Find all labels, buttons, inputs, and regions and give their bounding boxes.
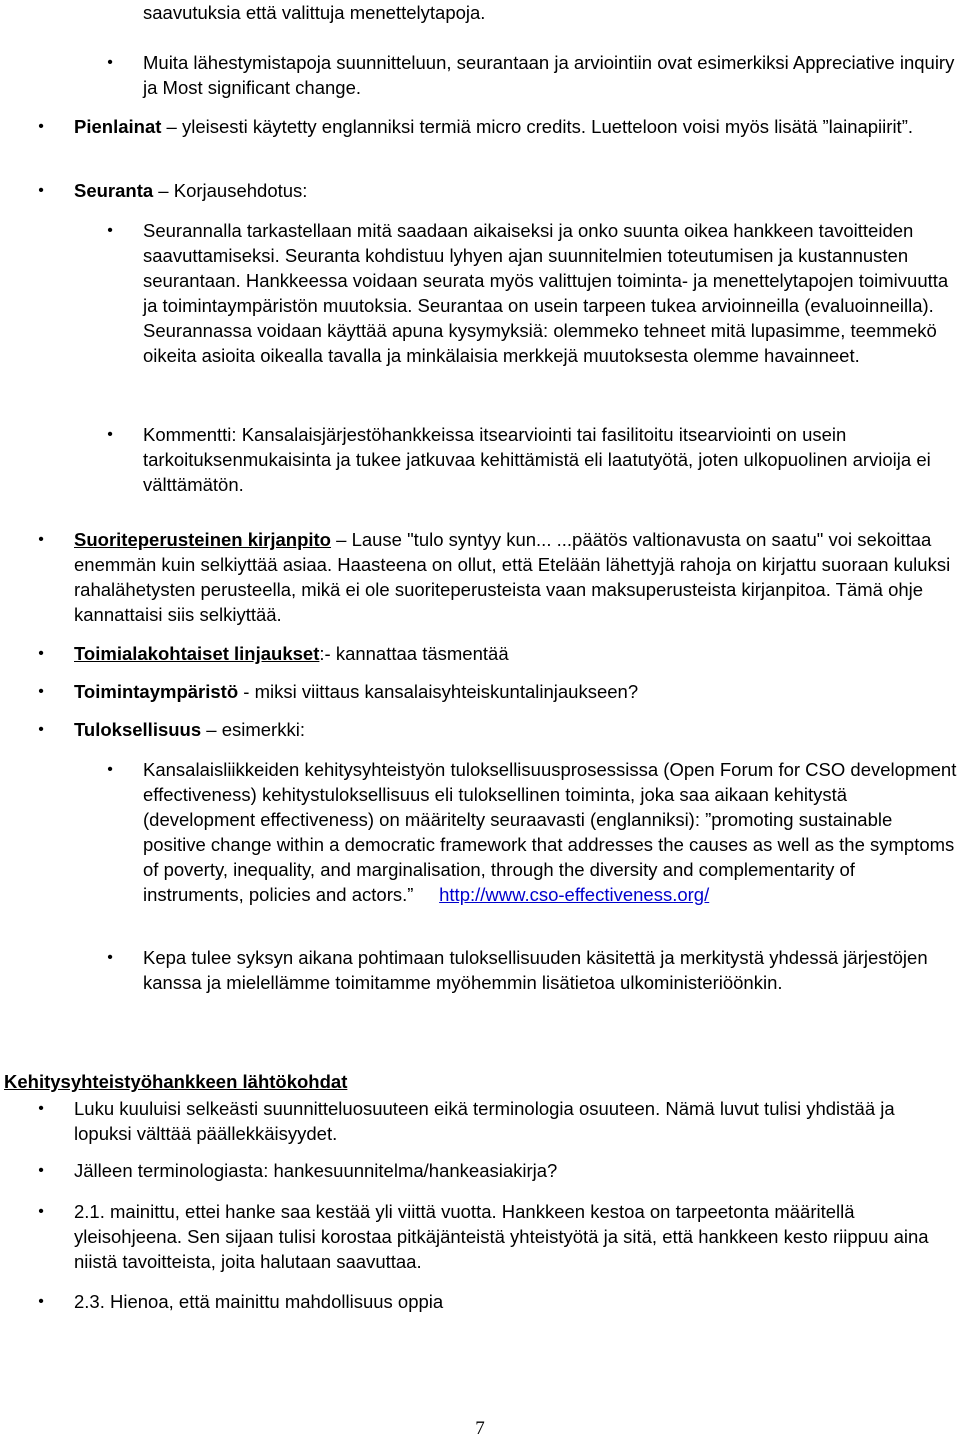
list-item-text: [74, 527, 958, 627]
list-item-text: Luku kuuluisi selkeästi suunnitteluosuuteen eikä terminologia osuuteen. Nämä luvut tulisi yhdistää ja lopuksi välttää päällekkäisyydet.: [74, 1098, 895, 1144]
list-item-text: Jälleen terminologiasta: hankesuunnitelma/hankeasiakirja?: [74, 1160, 558, 1181]
list-item-text: 2.1. mainittu, ettei hanke saa kestää yli viittä vuotta. Hankkeen kestoa on tarpeetonta määritellä yleisohjeena. Sen sijaan tulisi korostaa pitkäjänteistä yhteistyötä ja sitä, että hankkeen kesto riippuu aina niistä tavoitteista, joita halutaan saavuttaa.: [74, 1201, 929, 1272]
list-item-text: [74, 178, 954, 203]
bullet-icon: •: [38, 1100, 44, 1117]
term-description: – Lause "tulo syntyy kun... ...päätös valtionavusta on saatu" voi sekoittaa enemmän kuin selkiyttää asiaa. Haasteena on ollut, että Etelään lähettyjä rahoja on kirjattu suoraan kuluksi rahalähetysten perusteella, mikä ei ole suoriteperusteista vaan maksuperusteista kirjanpitoa. Tämä ohje kannattaisi siis selkiyttää.: [74, 529, 951, 625]
list-item-text: [143, 757, 960, 907]
list-item-text: Muita lähestymistapoja suunnitteluun, seurantaan ja arviointiin ovat esimerkiksi Appreciative inquiry ja Most significant change.: [143, 52, 955, 98]
term-description: – Korjausehdotus:: [153, 180, 308, 201]
term-label: Pienlainat: [74, 116, 162, 137]
bullet-icon: •: [107, 222, 113, 239]
section-heading: Kehitysyhteistyöhankkeen lähtökohdat: [4, 1071, 348, 1092]
term-label: Toimialakohtaiset linjaukset: [74, 643, 320, 664]
list-item-text: [74, 114, 954, 139]
term-label: Seuranta: [74, 180, 154, 201]
bullet-icon: •: [38, 1203, 44, 1220]
bullet-icon: •: [38, 531, 44, 548]
list-item-text: [74, 717, 954, 742]
bullet-icon: •: [38, 645, 44, 662]
term-description: - miksi viittaus kansalaisyhteiskuntalinjaukseen?: [238, 681, 639, 702]
term-label: Tuloksellisuus: [74, 719, 202, 740]
term-description: – yleisesti käytetty englanniksi termiä micro credits. Luetteloon voisi myös lisätä ”lainapiirit”.: [161, 116, 913, 137]
bullet-icon: •: [107, 54, 113, 71]
list-item-text: Kommentti: Kansalaisjärjestöhankkeissa itsearviointi tai fasilitoitu itsearviointi on usein tarkoituksenmukaisinta ja tukee jatkuvaa kehittämistä eli laatutyötä, joten ulkopuolinen arvioija ei välttämätön.: [143, 424, 931, 495]
list-item-text: Seurannalla tarkastellaan mitä saadaan aikaiseksi ja onko suunta oikea hankkeen tavoitteiden saavuttamiseksi. Seuranta kohdistuu lyhyen ajan suunnitelmien toteutumisen ja kustannusten seurantaan. Hankkeessa voidaan seurata myös valittujen toiminta- ja menettelytapojen toimivuutta ja toimintaympäristön muutoksia. Seurantaa on usein tarpeen tukea arvioinneilla (evaluoinneilla). Seurannassa voidaan käyttää apuna kysymyksiä: olemmeko tehneet mitä lupasimme, teemmekö oikeita asioita oikealla tavalla ja minkälaisia merkkejä muutoksesta olemme havainneet.: [143, 220, 949, 366]
bullet-icon: •: [107, 949, 113, 966]
bullet-icon: •: [38, 182, 44, 199]
bullet-icon: •: [38, 1293, 44, 1310]
term-description: – esimerkki:: [201, 719, 305, 740]
website-link[interactable]: http://www.cso-effectiveness.org/: [439, 884, 710, 905]
list-item-text: [74, 679, 954, 704]
paragraph-text: saavutuksia että valittuja menettelytapoja.: [143, 2, 486, 23]
page-number: 7: [475, 1418, 485, 1439]
bullet-icon: •: [38, 1162, 44, 1179]
term-description: :- kannattaa täsmentää: [319, 643, 509, 664]
list-item-text: Kepa tulee syksyn aikana pohtimaan tuloksellisuuden käsitettä ja merkitystä yhdessä järjestöjen kanssa ja mielellämme toimitamme myöhemmin lisätietoa ulkoministeriöönkin.: [143, 947, 928, 993]
bullet-icon: •: [38, 683, 44, 700]
list-item-text: 2.3. Hienoa, että mainittu mahdollisuus oppia: [74, 1291, 444, 1312]
bullet-icon: •: [38, 118, 44, 135]
bullet-icon: •: [107, 761, 113, 778]
definition-text: Kansalaisliikkeiden kehitysyhteistyön tuloksellisuusprosessissa (Open Forum for CSO development effectiveness) kehitystuloksellisuus eli tuloksellinen toiminta, joka saa aikaan kehitystä (development effectiveness) on määritelty seuraavasti (englanniksi): ”promoting sustainable positive change within a democratic framework that addresses the causes as well as the symptoms of poverty, inequality, and marginalisation, through the diversity and complementarity of instruments, policies and actors.”: [143, 759, 957, 905]
term-label: Toimintaympäristö: [74, 681, 239, 702]
list-item-text: [74, 641, 954, 666]
bullet-icon: •: [38, 721, 44, 738]
bullet-icon: •: [107, 426, 113, 443]
term-label: Suoriteperusteinen kirjanpito: [74, 529, 331, 550]
